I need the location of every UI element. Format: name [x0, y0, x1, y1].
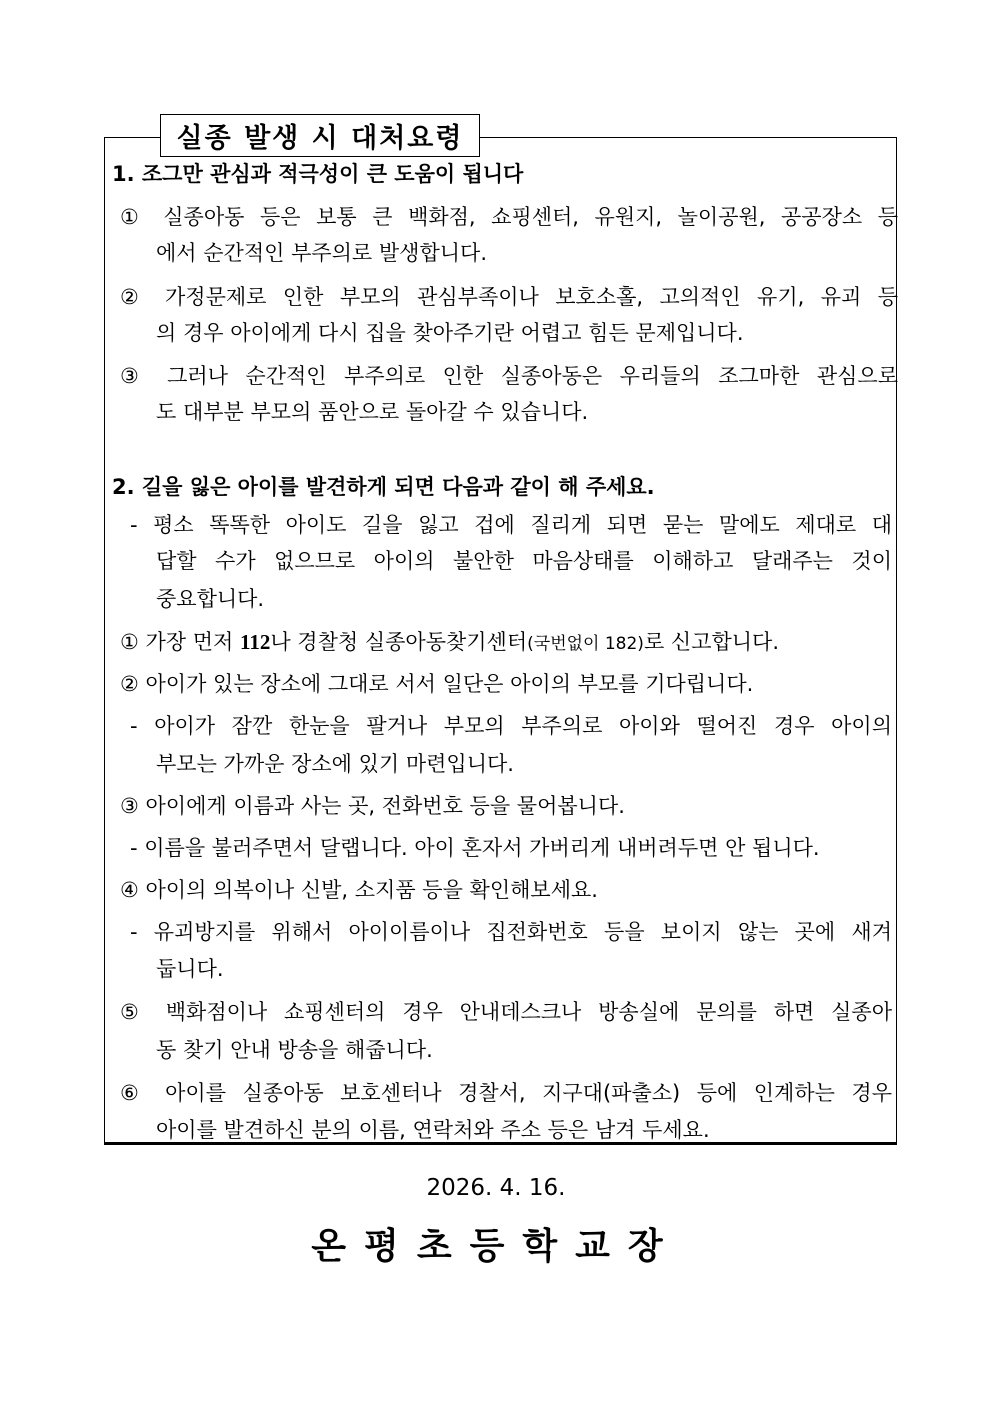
- notice-title: 실종 발생 시 대처요령: [160, 114, 480, 157]
- section1-item1-line1: ① 실종아동 등은 보통 큰 백화점, 쇼핑센터, 유원지, 놀이공원, 공공장소 등: [120, 205, 898, 229]
- section1-item3-line1: ③ 그러나 순간적인 부주의로 인한 실종아동은 우리들의 조그마한 관심으로: [120, 364, 898, 388]
- section2-item4-note-line2: 둡니다.: [156, 957, 224, 981]
- section2-item2-note-line1: - 아이가 잠깐 한눈을 팔거나 부모의 부주의로 아이와 떨어진 경우 아이의: [130, 714, 892, 738]
- section1-item2-line1: ② 가정문제로 인한 부모의 관심부족이나 보호소홀, 고의적인 유기, 유괴 등: [120, 285, 898, 309]
- section2-note-line3: 중요합니다.: [156, 587, 265, 611]
- item1-suffix: 로 신고합니다.: [643, 630, 780, 654]
- section2-item6-line1: ⑥ 아이를 실종아동 보호센터나 경찰서, 지구대(파출소) 등에 인계하는 경우: [120, 1081, 892, 1105]
- section2-item3: ③ 아이에게 이름과 사는 곳, 전화번호 등을 물어봅니다.: [120, 794, 625, 818]
- section2-item2-note-line2: 부모는 가까운 장소에 있기 마련입니다.: [156, 752, 514, 776]
- section2-note-line1: - 평소 똑똑한 아이도 길을 잃고 겁에 질리게 되면 묻는 말에도 제대로 대: [130, 513, 892, 537]
- signer-name: 온평초등학교장: [311, 1226, 681, 1267]
- section2-item6-line2: 아이를 발견하신 분의 이름, 연락처와 주소 등은 남겨 두세요.: [156, 1118, 710, 1142]
- document-date: 2026. 4. 16.: [426, 1175, 566, 1201]
- section1-heading: 1. 조그만 관심과 적극성이 큰 도움이 됩니다: [112, 162, 524, 186]
- section2-item4-note-line1: - 유괴방지를 위해서 아이이름이나 집전화번호 등을 보이지 않는 곳에 새겨: [130, 920, 892, 944]
- hotline-note: (국번없이 182): [527, 634, 644, 654]
- section2-item4: ④ 아이의 의복이나 신발, 소지품 등을 확인해보세요.: [120, 878, 598, 902]
- section2-item5-line1: ⑤ 백화점이나 쇼핑센터의 경우 안내데스크나 방송실에 문의를 하면 실종아: [120, 1000, 892, 1024]
- section1-item3-line2: 도 대부분 부모의 품안으로 돌아갈 수 있습니다.: [156, 400, 589, 424]
- item1-prefix: ① 가장 먼저: [120, 630, 240, 654]
- section2-heading: 2. 길을 잃은 아이를 발견하게 되면 다음과 같이 해 주세요.: [112, 475, 655, 499]
- section2-item3-note: - 이름을 불러주면서 달랩니다. 아이 혼자서 가버리게 내버려두면 안 됩니다.: [130, 836, 820, 860]
- section1-item1-line2: 에서 순간적인 부주의로 발생합니다.: [156, 241, 487, 265]
- section2-note-line2: 답할 수가 없으므로 아이의 불안한 마음상태를 이해하고 달래주는 것이: [156, 549, 892, 573]
- section2-item2: ② 아이가 있는 장소에 그대로 서서 일단은 아이의 부모를 기다립니다.: [120, 672, 754, 696]
- emergency-number: 112: [240, 630, 271, 654]
- section2-item1: [120, 630, 779, 656]
- item1-middle: 나 경찰청 실종아동찾기센터: [270, 630, 528, 654]
- section1-item2-line2: 의 경우 아이에게 다시 집을 찾아주기란 어렵고 힘든 문제입니다.: [156, 321, 744, 345]
- section2-item5-line2: 동 찾기 안내 방송을 해줍니다.: [156, 1038, 433, 1062]
